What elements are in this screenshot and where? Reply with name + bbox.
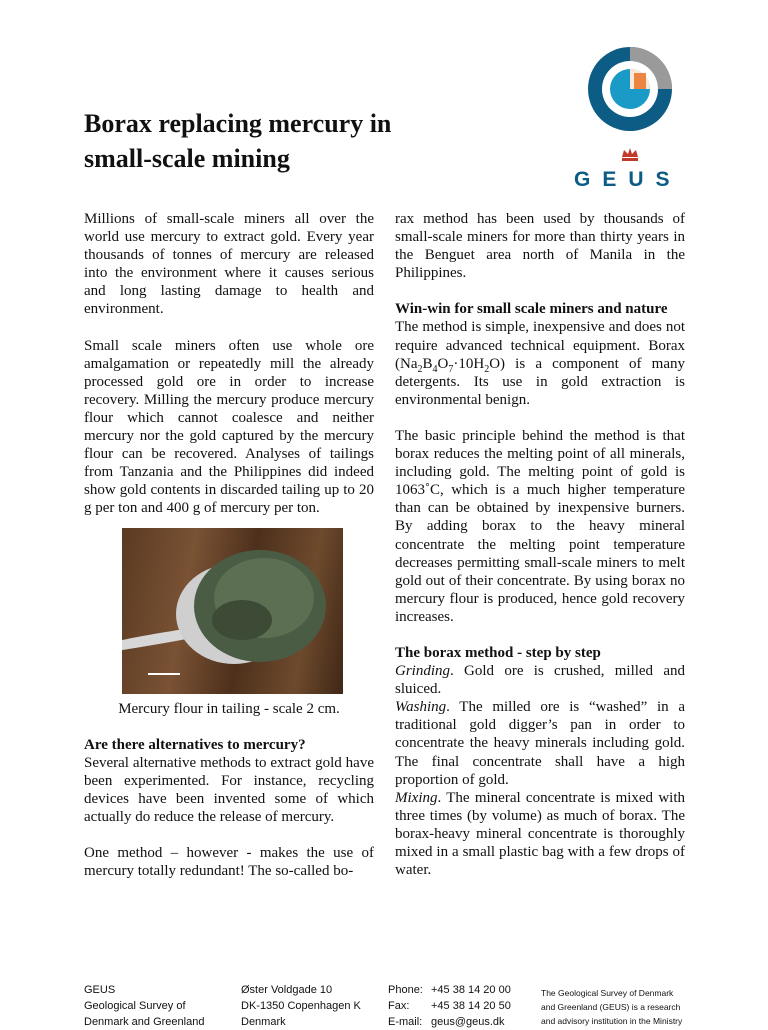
borax-formula-paragraph: The method is simple, inexpensive and does not require advanced technical equipment. Borax $(Na_2B_4O_7\cdot 10H_2O)$ is a component of many detergents. Its use in gold extraction is environmental benign. (395, 319, 685, 408)
footer (0, 982, 768, 1028)
alternatives-paragraph: Several alternative methods to extract gold have been experimented. For instance, recycling devices have been invented some of which actually do reduce the release of mercury. (84, 754, 374, 825)
win-win-heading: Win-win for small scale miners and nature (395, 301, 668, 318)
one-method-paragraph: One method – however - makes the use of mercury totally redundant! The so-called bo- (84, 845, 374, 880)
principle-paragraph: The basic principle behind the method is that borax reduces the melting point of all minerals, including gold. The melting point of gold is 1063˚C, which is a much higher temperature than can be obtained by inexpensive burners. By adding borax to the heavy mineral concentrate the melting point temperature decreases permitting small-scale miners to melt gold out of their concentrate. By using borax no mercury flour is produced, hence gold recovery increases. (395, 427, 685, 625)
footer-contact-values: +45 38 14 20 00 +45 38 14 20 50 geus@geus.dk (431, 984, 511, 1028)
column-left (84, 210, 374, 880)
benguet-paragraph: rax method has been used by thousands of small-scale miners for more than thirty years in the Benguet area north of Manila in the Philippines. (395, 211, 685, 282)
mercury-flour-photo (122, 528, 343, 694)
footer-contact-labels: Phone: Fax: E-mail: (388, 984, 423, 1028)
footer-address: Øster Voldgade 10 DK-1350 Copenhagen K Denmark (241, 984, 361, 1028)
milling-paragraph: Small scale miners often use whole ore amalgamation or repeatedly mill the already processed gold ore in order to increase recovery. Milling the mercury produce mercury flour which cannot coalesce and neither mercury nor the gold captured by the mercury flour can be recovered. Analyses of tailings from Tanzania and the Philippines did indeed show gold contents in discarded tailing up to 20 g per ton and 400 g of mercury per ton. (84, 337, 374, 517)
logo-text: GEUS (574, 168, 682, 191)
footer-email-link[interactable]: geus@geus.dk (431, 1016, 505, 1028)
washing-step: Washing. The milled ore is “washed” in a traditional gold digger’s pan in order to concentrate the heavy minerals including gold. The final concentrate shall have a high proportion of gold. (395, 699, 685, 788)
title-line-1: Borax replacing mercury in (84, 109, 392, 138)
footer-org: GEUS Geological Survey of Denmark and Greenland (84, 984, 205, 1028)
step-by-step-heading: The borax method - step by step (395, 644, 601, 661)
intro-paragraph: Millions of small-scale miners all over the world use mercury to extract gold. Every year thousands of tonnes of mercury are released into the environment where it causes serious and long lasting damage to health and environment. (84, 211, 374, 318)
column-right (395, 210, 685, 879)
photo-caption: Mercury flour in tailing - scale 2 cm. (118, 700, 340, 717)
grinding-step: Grinding. Gold ore is crushed, milled and sluiced. (395, 663, 685, 698)
title-line-2: small-scale mining (84, 144, 290, 173)
footer-about: The Geological Survey of Denmark and Greenland (GEUS) is a research and advisory institution in the Ministry (541, 988, 683, 1026)
alternatives-heading: Are there alternatives to mercury? (84, 736, 306, 753)
mixing-step: Mixing. The mineral concentrate is mixed with three times (by volume) as much of borax. The borax-heavy mineral concentrate is thoroughly mixed in a small plastic bag with a few drops of water. (395, 789, 685, 879)
page-title (84, 106, 504, 176)
crown-icon (622, 148, 638, 161)
